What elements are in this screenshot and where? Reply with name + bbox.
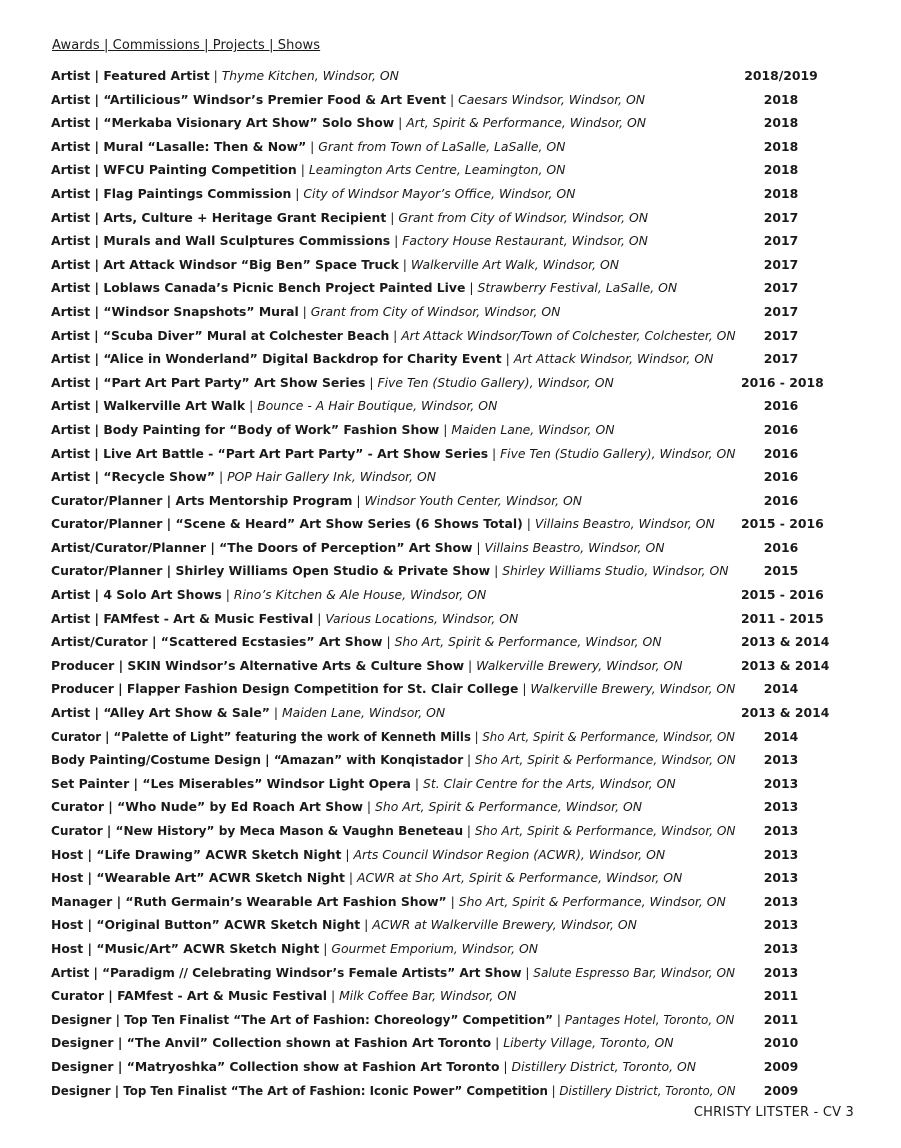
entry-role: Artist bbox=[51, 421, 91, 437]
entry-description: Artist | Walkerville Art Walk | Bounce - A Hair Boutique, Windsor, ON bbox=[51, 398, 498, 414]
entry-year: 2013 bbox=[763, 846, 799, 862]
entry-venue: Five Ten (Studio Gallery), Windsor, ON bbox=[377, 374, 614, 390]
entry-year: 2013 & 2014 bbox=[741, 634, 830, 650]
entry-row bbox=[51, 677, 871, 701]
section-heading: Awards | Commissions | Projects | Shows bbox=[52, 38, 321, 53]
entry-title: “The Doors of Perception” Art Show bbox=[219, 539, 473, 555]
entry-role: Artist bbox=[51, 185, 91, 201]
entry-title: “Life Drawing” ACWR Sketch Night bbox=[96, 846, 342, 862]
entry-row bbox=[51, 961, 871, 985]
page-footer: CHRISTY LITSTER - CV 3 bbox=[693, 1105, 854, 1120]
entry-venue: Gourmet Emporium, Windsor, ON bbox=[331, 940, 538, 956]
entry-venue: ACWR at Sho Art, Spirit & Performance, Windsor, ON bbox=[357, 870, 683, 886]
entry-role: Artist bbox=[51, 280, 91, 296]
entry-venue: Art Attack Windsor/Town of Colchester, Colchester, ON bbox=[401, 327, 736, 343]
entry-row bbox=[51, 182, 871, 206]
entry-role: Curator/Planner bbox=[51, 563, 163, 579]
entry-row bbox=[51, 536, 871, 560]
entry-row bbox=[51, 347, 871, 371]
entry-year: 2015 - 2016 bbox=[741, 516, 824, 532]
entry-row bbox=[51, 135, 871, 159]
entry-role: Artist bbox=[51, 303, 91, 319]
entry-role: Artist bbox=[51, 115, 91, 131]
entry-role: Curator bbox=[51, 823, 103, 838]
entry-title: “Music/Art” ACWR Sketch Night bbox=[96, 940, 320, 956]
entry-description: Body Painting/Costume Design | “Amazan” with Konqistador | Sho Art, Spirit & Performance, Windsor, ON bbox=[51, 752, 736, 768]
entry-year: 2013 bbox=[763, 799, 799, 815]
entry-title: Flapper Fashion Design Competition for St. Clair College bbox=[126, 681, 519, 697]
entry-venue: Bounce - A Hair Boutique, Windsor, ON bbox=[257, 398, 498, 414]
entry-year: 2014 bbox=[763, 681, 799, 697]
entry-row bbox=[51, 442, 871, 466]
entry-venue: Villains Beastro, Windsor, ON bbox=[534, 516, 715, 532]
entry-description: Curator/Planner | Shirley Williams Open Studio & Private Show | Shirley Williams Studio, Windsor, ON bbox=[51, 563, 729, 579]
entry-description: Host | “Original Button” ACWR Sketch Night | ACWR at Walkerville Brewery, Windsor, ON bbox=[51, 917, 637, 933]
entry-role: Artist bbox=[51, 327, 90, 343]
entry-description: Artist | Featured Artist | Thyme Kitchen, Windsor, ON bbox=[51, 68, 399, 83]
entry-role: Artist bbox=[51, 256, 91, 272]
entry-year: 2016 bbox=[763, 421, 799, 437]
entry-title: WFCU Painting Competition bbox=[103, 162, 297, 178]
entry-title: Shirley Williams Open Studio & Private Show bbox=[175, 563, 491, 579]
entry-year: 2017 bbox=[763, 233, 799, 249]
entry-title: Body Painting for “Body of Work” Fashion Show bbox=[103, 421, 440, 437]
entry-row bbox=[51, 489, 871, 513]
entry-description: Artist | “Part Art Part Party” Art Show Series | Five Ten (Studio Gallery), Windsor, ON bbox=[51, 374, 614, 390]
entry-row bbox=[51, 984, 871, 1008]
entry-year: 2013 bbox=[763, 940, 799, 956]
entry-year: 2014 bbox=[763, 728, 799, 744]
entry-year: 2009 bbox=[763, 1058, 799, 1074]
entry-year: 2018 bbox=[763, 138, 799, 154]
entry-row bbox=[51, 772, 871, 796]
entry-description: Curator/Planner | Arts Mentorship Program | Windsor Youth Center, Windsor, ON bbox=[51, 492, 583, 508]
entry-venue: Strawberry Festival, LaSalle, ON bbox=[477, 280, 678, 296]
entry-description: Curator/Planner | “Scene & Heard” Art Show Series (6 Shows Total) | Villains Beastro, Windsor, ON bbox=[51, 516, 715, 532]
entry-row bbox=[51, 937, 871, 961]
entry-row bbox=[51, 890, 871, 914]
entry-title: “Artilicious” Windsor’s Premier Food & Art Event bbox=[103, 91, 447, 107]
entry-description: Producer | Flapper Fashion Design Competition for St. Clair College | Walkerville Brewery, Windsor, ON bbox=[51, 681, 736, 697]
entry-venue: St. Clair Centre for the Arts, Windsor, ON bbox=[422, 775, 676, 791]
entry-description: Artist | “Windsor Snapshots” Mural | Grant from City of Windsor, Windsor, ON bbox=[51, 303, 561, 319]
entry-title: Murals and Wall Sculptures Commissions bbox=[103, 233, 391, 249]
entry-venue: ACWR at Walkerville Brewery, Windsor, ON bbox=[372, 917, 637, 933]
entry-role: Manager bbox=[51, 893, 113, 909]
entry-row bbox=[51, 111, 871, 135]
entry-year: 2013 & 2014 bbox=[741, 657, 830, 673]
entry-row bbox=[51, 324, 871, 348]
entry-role: Set Painter bbox=[51, 775, 130, 791]
entry-description: Curator | “New History” by Meca Mason & Vaughn Beneteau | Sho Art, Spirit & Performance, Windsor, ON bbox=[51, 823, 736, 838]
entry-title: “Les Miserables” Windsor Light Opera bbox=[142, 775, 411, 791]
entry-description: Artist | Mural “Lasalle: Then & Now” | Grant from Town of LaSalle, LaSalle, ON bbox=[51, 138, 566, 154]
entry-description: Artist | “Recycle Show” | POP Hair Gallery Ink, Windsor, ON bbox=[51, 469, 437, 485]
entry-description: Artist | Live Art Battle - “Part Art Part Party” - Art Show Series | Five Ten (Studio Gallery), Windsor, ON bbox=[51, 445, 736, 461]
entry-description: Set Painter | “Les Miserables” Windsor Light Opera | St. Clair Centre for the Arts, Windsor, ON bbox=[51, 775, 676, 791]
entry-venue: Walkerville Art Walk, Windsor, ON bbox=[410, 256, 619, 272]
entry-venue: City of Windsor Mayor’s Office, Windsor, ON bbox=[303, 185, 576, 201]
entry-year: 2013 bbox=[763, 775, 799, 791]
entry-title: “Windsor Snapshots” Mural bbox=[103, 303, 299, 319]
entry-row bbox=[51, 465, 871, 489]
entry-row bbox=[51, 371, 871, 395]
entry-description: Artist | FAMfest - Art & Music Festival | Various Locations, Windsor, ON bbox=[51, 610, 519, 626]
entry-title: Mural “Lasalle: Then & Now” bbox=[103, 138, 307, 154]
entry-year: 2010 bbox=[763, 1035, 799, 1051]
entry-title: “New History” by Meca Mason & Vaughn Beneteau bbox=[115, 823, 464, 838]
entry-role: Artist bbox=[51, 91, 91, 107]
entry-title: “The Anvil” Collection shown at Fashion Art Toronto bbox=[126, 1035, 492, 1051]
entry-title: “Part Art Part Party” Art Show Series bbox=[103, 374, 366, 390]
entry-year: 2016 - 2018 bbox=[741, 374, 824, 390]
entry-venue: Villains Beastro, Windsor, ON bbox=[484, 539, 665, 555]
entry-year: 2018 bbox=[763, 162, 799, 178]
entry-row bbox=[51, 654, 871, 678]
entry-description: Artist | WFCU Painting Competition | Leamington Arts Centre, Leamington, ON bbox=[51, 162, 566, 178]
entry-description: Artist | Art Attack Windsor “Big Ben” Space Truck | Walkerville Art Walk, Windsor, ON bbox=[51, 256, 619, 272]
entry-description: Artist | “Alice in Wonderland” Digital Backdrop for Charity Event | Art Attack Windsor, Windsor, ON bbox=[51, 351, 714, 367]
entry-description: Designer | Top Ten Finalist “The Art of Fashion: Iconic Power” Competition | Distillery District, Toronto, ON bbox=[51, 1082, 736, 1098]
entry-role: Curator bbox=[51, 799, 104, 815]
entry-row bbox=[51, 866, 871, 890]
entry-title: “Palette of Light” featuring the work of Kenneth Mills bbox=[113, 728, 471, 744]
entry-title: Art Attack Windsor “Big Ben” Space Truck bbox=[103, 256, 399, 272]
entry-role: Host bbox=[51, 940, 84, 956]
entry-year: 2017 bbox=[763, 256, 799, 272]
entry-title: “Paradigm // Celebrating Windsor’s Female Artists” Art Show bbox=[102, 964, 522, 980]
entry-title: Walkerville Art Walk bbox=[103, 398, 246, 414]
entry-description: Host | “Wearable Art” ACWR Sketch Night | ACWR at Sho Art, Spirit & Performance, Windsor, ON bbox=[51, 870, 683, 886]
entry-title: “Recycle Show” bbox=[103, 469, 215, 485]
entry-role: Curator bbox=[51, 988, 104, 1004]
entry-row bbox=[51, 276, 871, 300]
entry-year: 2013 bbox=[763, 823, 799, 838]
entry-role: Curator/Planner bbox=[51, 516, 163, 532]
entry-description: Artist | 4 Solo Art Shows | Rino’s Kitchen & Ale House, Windsor, ON bbox=[51, 587, 487, 603]
entry-row bbox=[51, 630, 871, 654]
entry-description: Artist | Body Painting for “Body of Work” Fashion Show | Maiden Lane, Windsor, ON bbox=[51, 421, 615, 437]
entry-row bbox=[51, 394, 871, 418]
entry-description: Artist | “Alley Art Show & Sale” | Maiden Lane, Windsor, ON bbox=[51, 705, 446, 721]
entry-row bbox=[51, 229, 871, 253]
entry-row bbox=[51, 512, 871, 536]
entry-year: 2011 - 2015 bbox=[741, 610, 824, 626]
entry-role: Designer bbox=[51, 1011, 112, 1027]
entry-role: Artist bbox=[51, 233, 91, 249]
entry-year: 2018 bbox=[763, 185, 799, 201]
entry-title: Flag Paintings Commission bbox=[103, 185, 292, 201]
entry-venue: Walkerville Brewery, Windsor, ON bbox=[530, 681, 736, 697]
entry-description: Producer | SKIN Windsor’s Alternative Arts & Culture Show | Walkerville Brewery, Windsor, ON bbox=[51, 657, 683, 673]
entry-role: Artist bbox=[51, 138, 91, 154]
entry-venue: POP Hair Gallery Ink, Windsor, ON bbox=[227, 469, 437, 485]
entry-venue: Pantages Hotel, Toronto, ON bbox=[564, 1011, 735, 1027]
entry-title: “Amazan” with Konqistador bbox=[273, 752, 464, 768]
entry-venue: Sho Art, Spirit & Performance, Windsor, ON bbox=[474, 823, 736, 838]
entry-venue: Windsor Youth Center, Windsor, ON bbox=[364, 492, 583, 508]
entry-venue: Milk Coffee Bar, Windsor, ON bbox=[339, 988, 517, 1004]
entry-title: “Alice in Wonderland” Digital Backdrop for Charity Event bbox=[103, 351, 502, 367]
entry-title: “Scene & Heard” Art Show Series (6 Shows Total) bbox=[175, 516, 523, 532]
entry-title: Loblaws Canada’s Picnic Bench Project Painted Live bbox=[103, 280, 466, 296]
entry-row bbox=[51, 88, 871, 112]
entry-venue: Liberty Village, Toronto, ON bbox=[503, 1035, 674, 1051]
entry-year: 2016 bbox=[763, 539, 799, 555]
entry-role: Host bbox=[51, 870, 84, 886]
entry-row bbox=[51, 725, 871, 749]
entry-title: Live Art Battle - “Part Art Part Party” - Art Show Series bbox=[103, 445, 489, 461]
entry-year: 2011 bbox=[763, 1011, 799, 1027]
entry-venue: Art Attack Windsor, Windsor, ON bbox=[513, 351, 714, 367]
entry-year: 2017 bbox=[763, 351, 799, 367]
entry-role: Curator bbox=[51, 728, 102, 744]
entry-description: Artist | Loblaws Canada’s Picnic Bench Project Painted Live | Strawberry Festival, LaSalle, ON bbox=[51, 280, 678, 296]
entry-description: Artist | “Paradigm // Celebrating Windsor’s Female Artists” Art Show | Salute Espresso Bar, Windsor, ON bbox=[51, 964, 736, 980]
entries-list bbox=[51, 64, 871, 1102]
entry-venue: Rino’s Kitchen & Ale House, Windsor, ON bbox=[233, 587, 487, 603]
entry-year: 2013 bbox=[763, 917, 799, 933]
entry-year: 2018/2019 bbox=[744, 68, 818, 83]
entry-role: Artist bbox=[51, 351, 91, 367]
entry-description: Manager | “Ruth Germain’s Wearable Art Fashion Show” | Sho Art, Spirit & Performance, Windsor, ON bbox=[51, 893, 726, 909]
entry-description: Artist | Murals and Wall Sculptures Commissions | Factory House Restaurant, Windsor, ON bbox=[51, 233, 648, 249]
entry-row bbox=[51, 64, 871, 88]
entry-role: Curator/Planner bbox=[51, 492, 163, 508]
entry-title: Top Ten Finalist “The Art of Fashion: Iconic Power” Competition bbox=[123, 1082, 548, 1098]
entry-venue: Sho Art, Spirit & Performance, Windsor, ON bbox=[394, 634, 662, 650]
entry-role: Designer bbox=[51, 1058, 114, 1074]
entry-role: Artist/Curator/Planner bbox=[51, 539, 206, 555]
entry-description: Artist | “Artilicious” Windsor’s Premier Food & Art Event | Caesars Windsor, Windsor, ON bbox=[51, 91, 646, 107]
entry-role: Artist bbox=[51, 398, 91, 414]
entry-year: 2011 bbox=[763, 988, 799, 1004]
entry-description: Artist | “Scuba Diver” Mural at Colchester Beach | Art Attack Windsor/Town of Colchester, Colchester, ON bbox=[51, 327, 736, 343]
entry-role: Artist bbox=[51, 68, 91, 83]
entry-venue: Various Locations, Windsor, ON bbox=[325, 610, 519, 626]
entry-role: Host bbox=[51, 917, 84, 933]
entry-year: 2017 bbox=[763, 280, 799, 296]
entry-row bbox=[51, 583, 871, 607]
entry-title: Arts, Culture + Heritage Grant Recipient bbox=[103, 209, 387, 225]
entry-venue: Shirley Williams Studio, Windsor, ON bbox=[502, 563, 729, 579]
entry-role: Artist bbox=[51, 964, 90, 980]
entry-title: FAMfest - Art & Music Festival bbox=[117, 988, 328, 1004]
entry-venue: Distillery District, Toronto, ON bbox=[511, 1058, 697, 1074]
entry-title: “Alley Art Show & Sale” bbox=[103, 705, 270, 721]
entry-year: 2016 bbox=[763, 398, 799, 414]
entry-role: Artist bbox=[51, 209, 91, 225]
entry-year: 2015 - 2016 bbox=[741, 587, 824, 603]
entry-description: Host | “Music/Art” ACWR Sketch Night | Gourmet Emporium, Windsor, ON bbox=[51, 940, 538, 956]
entry-row bbox=[51, 418, 871, 442]
entry-description: Artist | Flag Paintings Commission | City of Windsor Mayor’s Office, Windsor, ON bbox=[51, 185, 576, 201]
entry-title: FAMfest - Art & Music Festival bbox=[103, 610, 314, 626]
entry-venue: Grant from Town of LaSalle, LaSalle, ON bbox=[318, 138, 566, 154]
entry-title: SKIN Windsor’s Alternative Arts & Culture Show bbox=[127, 657, 465, 673]
entry-title: Arts Mentorship Program bbox=[175, 492, 353, 508]
entry-role: Producer bbox=[51, 681, 114, 697]
entry-venue: Grant from City of Windsor, Windsor, ON bbox=[398, 209, 649, 225]
entry-row bbox=[51, 1079, 871, 1103]
entry-year: 2017 bbox=[763, 209, 799, 225]
entry-role: Designer bbox=[51, 1082, 111, 1098]
entry-description: Designer | Top Ten Finalist “The Art of Fashion: Choreology” Competition” | Pantages Hotel, Toronto, ON bbox=[51, 1011, 735, 1027]
entry-venue: Walkerville Brewery, Windsor, ON bbox=[476, 657, 683, 673]
entry-year: 2013 bbox=[763, 893, 799, 909]
entry-venue: Maiden Lane, Windsor, ON bbox=[281, 705, 446, 721]
entry-year: 2016 bbox=[763, 492, 799, 508]
entry-role: Artist bbox=[51, 469, 91, 485]
entry-year: 2016 bbox=[763, 445, 799, 461]
entry-row bbox=[51, 206, 871, 230]
entry-row bbox=[51, 607, 871, 631]
entry-role: Artist bbox=[51, 705, 91, 721]
entry-row bbox=[51, 748, 871, 772]
entry-row bbox=[51, 300, 871, 324]
entry-role: Host bbox=[51, 846, 84, 862]
entry-venue: Five Ten (Studio Gallery), Windsor, ON bbox=[500, 445, 736, 461]
entry-title: Featured Artist bbox=[103, 68, 210, 83]
entry-year: 2013 bbox=[763, 870, 799, 886]
entry-row bbox=[51, 913, 871, 937]
entry-year: 2013 bbox=[763, 964, 799, 980]
entry-title: “Merkaba Visionary Art Show” Solo Show bbox=[103, 115, 395, 131]
entry-description: Curator | “Who Nude” by Ed Roach Art Show | Sho Art, Spirit & Performance, Windsor, ON bbox=[51, 799, 642, 815]
entry-venue: Factory House Restaurant, Windsor, ON bbox=[402, 233, 648, 249]
entry-role: Artist bbox=[51, 162, 91, 178]
entry-description: Artist/Curator | “Scattered Ecstasies” Art Show | Sho Art, Spirit & Performance, Windsor, ON bbox=[51, 634, 662, 650]
entry-year: 2013 & 2014 bbox=[741, 705, 830, 721]
entry-row bbox=[51, 158, 871, 182]
entry-title: “Matryoshka” Collection show at Fashion Art Toronto bbox=[126, 1058, 500, 1074]
entry-row bbox=[51, 1008, 871, 1032]
entry-description: Host | “Life Drawing” ACWR Sketch Night | Arts Council Windsor Region (ACWR), Windsor, ON bbox=[51, 846, 666, 862]
entry-venue: Arts Council Windsor Region (ACWR), Windsor, ON bbox=[353, 846, 666, 862]
entry-year: 2013 bbox=[763, 752, 799, 768]
entry-venue: Distillery District, Toronto, ON bbox=[559, 1082, 736, 1098]
entry-row bbox=[51, 559, 871, 583]
entry-role: Artist bbox=[51, 587, 91, 603]
entry-description: Designer | “Matryoshka” Collection show at Fashion Art Toronto | Distillery District, Toronto, ON bbox=[51, 1058, 697, 1074]
entry-title: “Scuba Diver” Mural at Colchester Beach bbox=[102, 327, 390, 343]
entry-row bbox=[51, 795, 871, 819]
entry-venue: Maiden Lane, Windsor, ON bbox=[451, 421, 615, 437]
entry-year: 2017 bbox=[763, 303, 799, 319]
entry-venue: Art, Spirit & Performance, Windsor, ON bbox=[406, 115, 647, 131]
entry-venue: Sho Art, Spirit & Performance, Windsor, ON bbox=[458, 893, 726, 909]
entry-venue: Sho Art, Spirit & Performance, Windsor, ON bbox=[474, 752, 736, 768]
entry-venue: Thyme Kitchen, Windsor, ON bbox=[221, 68, 399, 83]
entry-role: Artist bbox=[51, 374, 91, 390]
entry-title: “Wearable Art” ACWR Sketch Night bbox=[96, 870, 345, 886]
entry-title: “Scattered Ecstasies” Art Show bbox=[160, 634, 383, 650]
entry-title: “Ruth Germain’s Wearable Art Fashion Show” bbox=[125, 893, 447, 909]
entry-venue: Sho Art, Spirit & Performance, Windsor, ON bbox=[482, 728, 735, 744]
entry-row bbox=[51, 819, 871, 843]
entry-role: Designer bbox=[51, 1035, 114, 1051]
entry-role: Artist bbox=[51, 445, 91, 461]
entry-role: Body Painting/Costume Design bbox=[51, 752, 261, 768]
entry-row bbox=[51, 1055, 871, 1079]
entry-title: 4 Solo Art Shows bbox=[103, 587, 222, 603]
entry-role: Producer bbox=[51, 657, 115, 673]
entry-venue: Sho Art, Spirit & Performance, Windsor, ON bbox=[374, 799, 642, 815]
entry-role: Artist bbox=[51, 610, 91, 626]
entry-year: 2017 bbox=[763, 327, 799, 343]
entry-year: 2018 bbox=[763, 91, 799, 107]
entry-title: “Original Button” ACWR Sketch Night bbox=[96, 917, 361, 933]
entry-row bbox=[51, 701, 871, 725]
entry-description: Artist | “Merkaba Visionary Art Show” Solo Show | Art, Spirit & Performance, Windsor, ON bbox=[51, 115, 647, 131]
entry-venue: Leamington Arts Centre, Leamington, ON bbox=[308, 162, 566, 178]
entry-row bbox=[51, 1031, 871, 1055]
entry-description: Designer | “The Anvil” Collection shown at Fashion Art Toronto | Liberty Village, Toronto, ON bbox=[51, 1035, 674, 1051]
entry-title: Top Ten Finalist “The Art of Fashion: Choreology” Competition” bbox=[124, 1011, 554, 1027]
entry-year: 2015 bbox=[763, 563, 799, 579]
entry-description: Curator | “Palette of Light” featuring the work of Kenneth Mills | Sho Art, Spirit & Performance, Windsor, ON bbox=[51, 728, 735, 744]
entry-year: 2018 bbox=[763, 115, 799, 131]
entry-description: Artist | Arts, Culture + Heritage Grant Recipient | Grant from City of Windsor, Windsor, ON bbox=[51, 209, 649, 225]
entry-venue: Salute Espresso Bar, Windsor, ON bbox=[533, 964, 736, 980]
entry-row bbox=[51, 253, 871, 277]
entry-title: “Who Nude” by Ed Roach Art Show bbox=[117, 799, 363, 815]
entry-description: Artist/Curator/Planner | “The Doors of Perception” Art Show | Villains Beastro, Windsor, ON bbox=[51, 539, 665, 555]
entry-description: Curator | FAMfest - Art & Music Festival | Milk Coffee Bar, Windsor, ON bbox=[51, 988, 517, 1004]
entry-year: 2016 bbox=[763, 469, 799, 485]
entry-venue: Caesars Windsor, Windsor, ON bbox=[458, 91, 646, 107]
entry-year: 2009 bbox=[763, 1082, 799, 1098]
entry-row bbox=[51, 843, 871, 867]
entry-role: Artist/Curator bbox=[51, 634, 148, 650]
entry-venue: Grant from City of Windsor, Windsor, ON bbox=[310, 303, 561, 319]
